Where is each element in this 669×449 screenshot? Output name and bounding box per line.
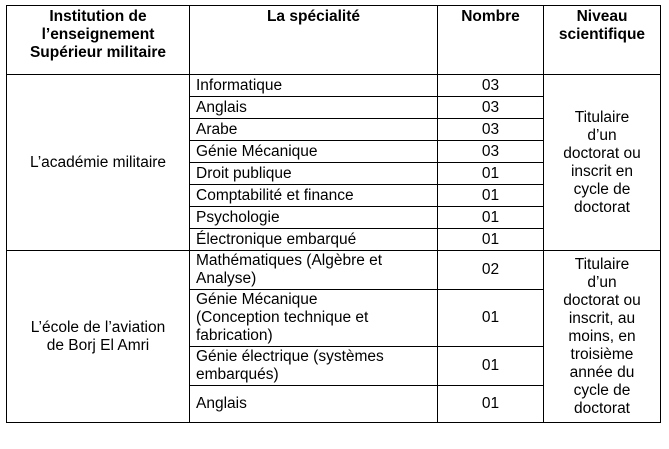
header-speciality: La spécialité	[190, 6, 438, 75]
count-cell: 01	[438, 163, 544, 185]
speciality-cell: Anglais	[190, 97, 438, 119]
speciality-cell: Génie Mécanique (Conception technique et fabrication)	[190, 290, 438, 347]
count-cell: 01	[438, 386, 544, 423]
level-cell: Titulaire d’un doctorat ou inscrit en cycle de doctorat	[544, 75, 661, 251]
level-cell: Titulaire d’un doctorat ou inscrit, au moins, en troisième année du cycle de doctorat	[544, 251, 661, 423]
count-cell: 01	[438, 185, 544, 207]
recruitment-table	[6, 5, 661, 423]
count-cell: 03	[438, 97, 544, 119]
institution-cell: L’académie militaire	[7, 75, 190, 251]
header-institution: Institution de l’enseignement Supérieur militaire	[7, 6, 190, 75]
speciality-cell: Anglais	[190, 386, 438, 423]
speciality-cell: Informatique	[190, 75, 438, 97]
speciality-cell: Droit publique	[190, 163, 438, 185]
count-cell: 01	[438, 229, 544, 251]
count-cell: 01	[438, 290, 544, 347]
table-row	[7, 75, 661, 97]
header-level: Niveau scientifique	[544, 6, 661, 75]
speciality-cell: Génie Mécanique	[190, 141, 438, 163]
count-cell: 01	[438, 207, 544, 229]
count-cell: 02	[438, 251, 544, 290]
table-row	[7, 251, 661, 290]
header-count: Nombre	[438, 6, 544, 75]
institution-cell: L’école de l’aviation de Borj El Amri	[7, 251, 190, 423]
speciality-cell: Psychologie	[190, 207, 438, 229]
speciality-cell: Mathématiques (Algèbre et Analyse)	[190, 251, 438, 290]
count-cell: 03	[438, 141, 544, 163]
count-cell: 03	[438, 75, 544, 97]
speciality-cell: Arabe	[190, 119, 438, 141]
speciality-cell: Électronique embarqué	[190, 229, 438, 251]
speciality-cell: Génie électrique (systèmes embarqués)	[190, 347, 438, 386]
header-row	[7, 6, 661, 75]
speciality-cell: Comptabilité et finance	[190, 185, 438, 207]
count-cell: 01	[438, 347, 544, 386]
count-cell: 03	[438, 119, 544, 141]
